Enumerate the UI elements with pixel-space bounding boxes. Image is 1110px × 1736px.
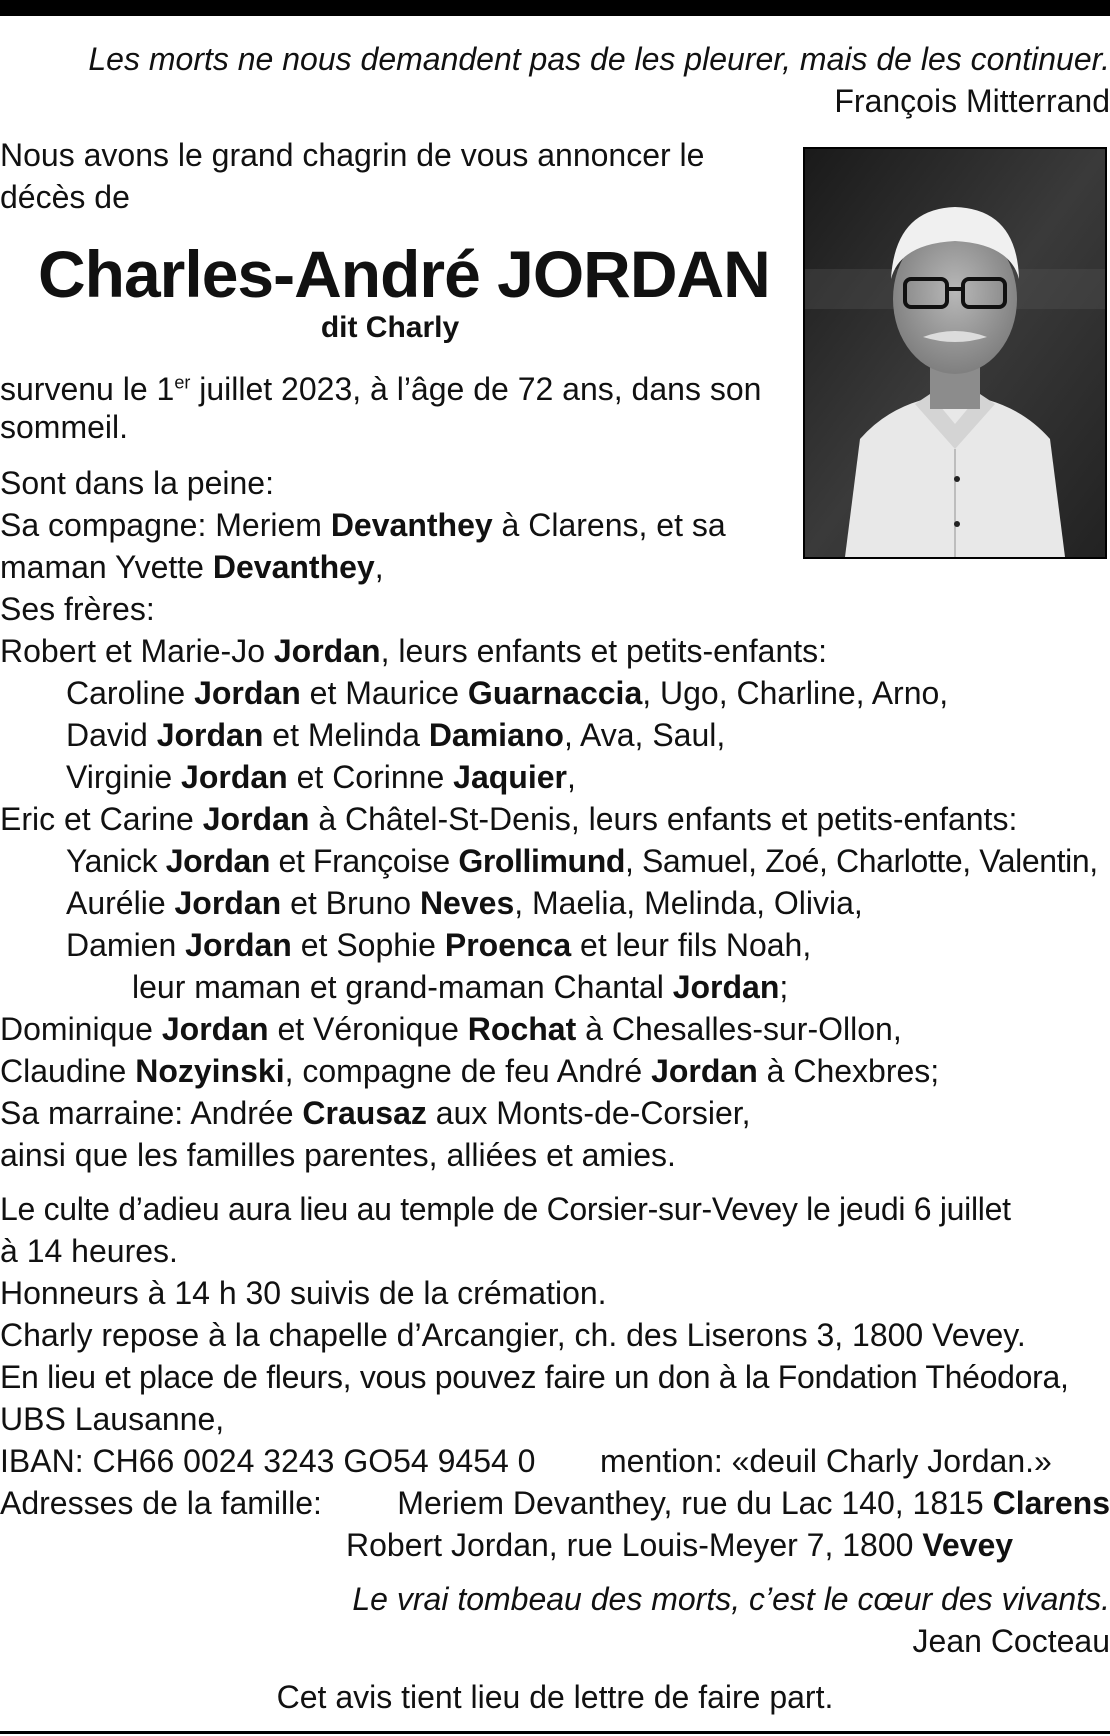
- closing-note: Cet avis tient lieu de lettre de faire part.: [276, 1679, 834, 1715]
- service-rest: Charly repose à la chapelle d’Arcangier, ch. des Liserons 3, 1800 Vevey.: [0, 1317, 1026, 1353]
- family-david: David Jordan et Melinda Damiano, Ava, Saul,: [66, 717, 726, 753]
- quote-top-text: Les morts ne nous demandent pas de les pleurer, mais de les continuer.: [88, 41, 1110, 77]
- family-robert: Robert et Marie-Jo Jordan, leurs enfants et petits-enfants:: [0, 633, 828, 669]
- quote-bottom-text: Le vrai tombeau des morts, c’est le cœur des vivants.: [352, 1581, 1110, 1617]
- service-iban: IBAN: CH66 0024 3243 GO54 9454 0: [0, 1443, 536, 1479]
- death-line-1: survenu le 1er juillet 2023, à l’âge de 72 ans, dans son: [0, 371, 762, 407]
- service-line-1: Le culte d’adieu aura lieu au temple de Corsier-sur-Vevey le jeudi 6 juillet: [0, 1191, 1011, 1227]
- family-companion: Sa compagne: Meriem Devanthey à Clarens, et sa: [0, 507, 726, 543]
- service-line-2: à 14 heures.: [0, 1233, 178, 1269]
- service-donation-2: UBS Lausanne,: [0, 1401, 225, 1437]
- family-address-label: Adresses de la famille:: [0, 1485, 322, 1521]
- family-eric: Eric et Carine Jordan à Châtel-St-Denis, leurs enfants et petits-enfants:: [0, 801, 1018, 837]
- deceased-name: Charles-André JORDAN: [38, 237, 770, 311]
- family-dominique: Dominique Jordan et Véronique Rochat à Chesalles-sur-Ollon,: [0, 1011, 902, 1047]
- family-chantal: leur maman et grand-maman Chantal Jordan;: [132, 969, 789, 1005]
- family-claudine: Claudine Nozyinski, compagne de feu André Jordan à Chexbres;: [0, 1053, 940, 1089]
- family-yanick: Yanick Jordan et Françoise Grollimund, Samuel, Zoé, Charlotte, Valentin,: [66, 843, 1098, 879]
- bottom-rule: [0, 1731, 1110, 1734]
- service-mention: mention: «deuil Charly Jordan.»: [600, 1443, 1052, 1479]
- service-donation-1: En lieu et place de fleurs, vous pouvez faire un don à la Fondation Théodora,: [0, 1359, 1069, 1395]
- family-mother: maman Yvette Devanthey,: [0, 549, 384, 585]
- family-marraine: Sa marraine: Andrée Crausaz aux Monts-de-Corsier,: [0, 1095, 751, 1131]
- family-brothers-heading: Ses frères:: [0, 591, 155, 627]
- family-damien: Damien Jordan et Sophie Proenca et leur fils Noah,: [66, 927, 812, 963]
- top-rule: [0, 0, 1110, 16]
- family-virginie: Virginie Jordan et Corinne Jaquier,: [66, 759, 576, 795]
- intro-line-1: Nous avons le grand chagrin de vous annoncer le: [0, 137, 705, 173]
- quote-bottom-author: Jean Cocteau: [912, 1623, 1110, 1659]
- service-honors: Honneurs à 14 h 30 suivis de la crémation.: [0, 1275, 607, 1311]
- ordinal-superscript: er: [174, 372, 191, 393]
- family-address-2: Robert Jordan, rue Louis-Meyer 7, 1800 Vevey: [346, 1527, 1014, 1563]
- family-aurelie: Aurélie Jordan et Bruno Neves, Maelia, Melinda, Olivia,: [66, 885, 863, 921]
- family-heading: Sont dans la peine:: [0, 465, 274, 501]
- deceased-nickname: dit Charly: [320, 311, 460, 344]
- family-caroline: Caroline Jordan et Maurice Guarnaccia, Ugo, Charline, Arno,: [66, 675, 949, 711]
- intro-line-2: décès de: [0, 179, 130, 215]
- death-line-2: sommeil.: [0, 409, 129, 445]
- family-others: ainsi que les familles parentes, alliées et amies.: [0, 1137, 676, 1173]
- family-address-1: Meriem Devanthey, rue du Lac 140, 1815 Clarens: [397, 1485, 1110, 1521]
- quote-top-author: François Mitterrand: [834, 83, 1110, 119]
- portrait-photo: [803, 147, 1107, 559]
